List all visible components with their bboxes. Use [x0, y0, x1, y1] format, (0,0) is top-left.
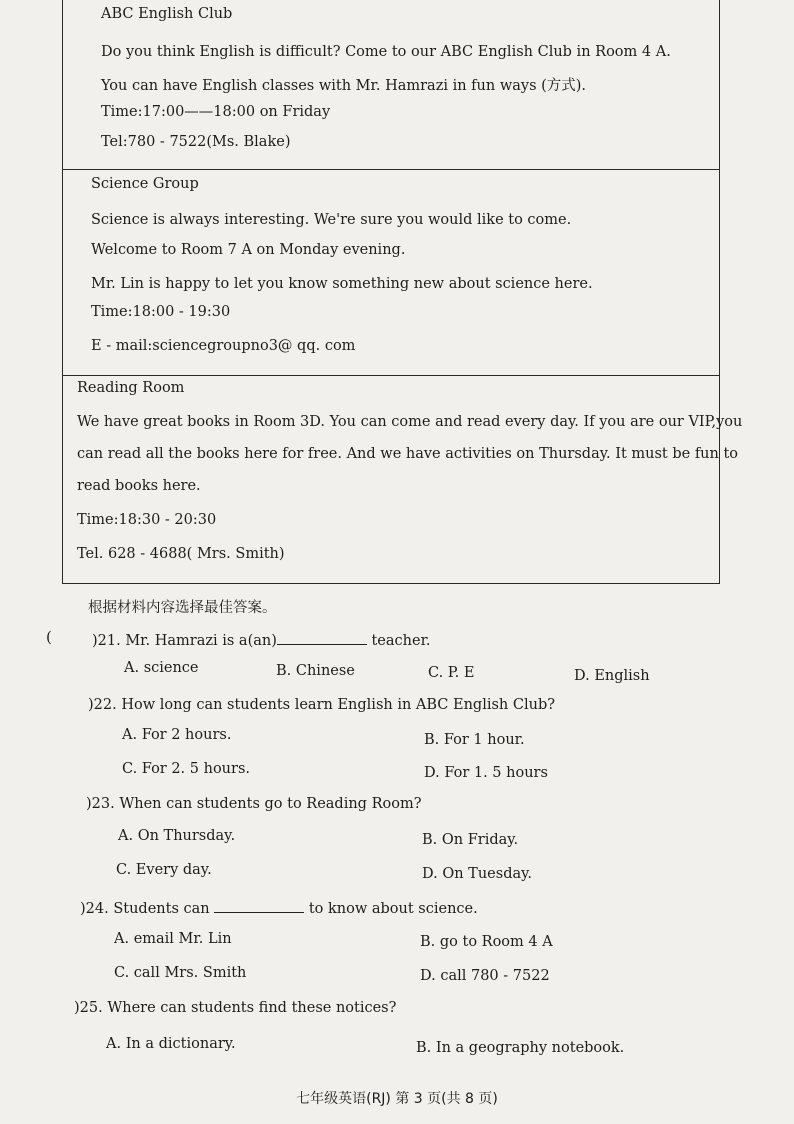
notice-line: We have great books in Room 3D. You can come and read every day. If you are our VIP,you [77, 414, 743, 430]
notice-abc-english-club [63, 0, 719, 170]
notices-table [62, 0, 743, 584]
option-b[interactable]: B. Chinese [276, 663, 355, 679]
question-stem: )21. Mr. Hamrazi is a(an) [92, 633, 277, 649]
option-d[interactable]: D. On Tuesday. [422, 866, 532, 882]
answer-paren: ( [46, 628, 52, 646]
notice-reading-room [63, 375, 743, 583]
notice-line: can read all the books here for free. And we have activities on Thursday. It must be fun to [77, 446, 739, 462]
notice-line: Time:17:00——18:00 on Friday [101, 104, 331, 120]
notice-line: Time:18:30 - 20:30 [77, 512, 217, 528]
question-stem-end: to know about science. [304, 901, 478, 917]
option-a[interactable]: A. science [124, 660, 199, 676]
notice-science-group [63, 169, 719, 376]
question-21 [92, 630, 431, 649]
option-b[interactable]: B. On Friday. [422, 832, 519, 848]
notice-line: Time:18:00 - 19:30 [91, 304, 231, 320]
option-c[interactable]: C. P. E [428, 665, 475, 681]
answer-blank[interactable] [277, 630, 367, 645]
option-a[interactable]: A. For 2 hours. [122, 727, 232, 743]
notice-line: Do you think English is difficult? Come to our ABC English Club in Room 4 A. [101, 44, 671, 60]
section-instructions: 根据材料内容选择最佳答案。 [88, 600, 277, 616]
notice-line: read books here. [77, 478, 201, 494]
option-a[interactable]: A. email Mr. Lin [114, 931, 232, 947]
question-24 [80, 898, 478, 917]
question-stem-end: teacher. [366, 633, 431, 649]
option-a[interactable]: A. On Thursday. [118, 828, 236, 844]
notice-line: You can have English classes with Mr. Hamrazi in fun ways (方式). [101, 78, 587, 94]
option-a[interactable]: A. In a dictionary. [106, 1036, 236, 1052]
option-c[interactable]: C. Every day. [116, 862, 212, 878]
option-d[interactable]: D. For 1. 5 hours [424, 765, 548, 781]
option-b[interactable]: B. In a geography notebook. [416, 1040, 625, 1056]
question-25: )25. Where can students find these notices? [74, 1000, 397, 1016]
option-d[interactable]: D. English [574, 668, 650, 684]
option-c[interactable]: C. For 2. 5 hours. [122, 761, 251, 777]
notice-line: Science is always interesting. We're sure you would like to come. [91, 212, 572, 228]
notice-title: Science Group [91, 176, 199, 192]
option-b[interactable]: B. go to Room 4 A [420, 934, 553, 950]
notice-title: ABC English Club [101, 6, 233, 22]
page-footer: 七年级英语(RJ) 第 3 页(共 8 页) [296, 1091, 498, 1107]
option-d[interactable]: D. call 780 - 7522 [420, 968, 550, 984]
notice-title: Reading Room [77, 380, 185, 396]
question-stem: )24. Students can [80, 901, 210, 917]
question-22: )22. How long can students learn English in ABC English Club? [88, 697, 556, 713]
option-c[interactable]: C. call Mrs. Smith [114, 965, 247, 981]
answer-blank[interactable] [214, 898, 304, 913]
notice-line: Tel:780 - 7522(Ms. Blake) [101, 134, 291, 150]
notice-line: Mr. Lin is happy to let you know something new about science here. [91, 276, 593, 292]
notice-line: Welcome to Room 7 A on Monday evening. [91, 242, 406, 258]
question-23: )23. When can students go to Reading Room? [86, 796, 422, 812]
notice-line: Tel. 628 - 4688( Mrs. Smith) [77, 546, 285, 562]
option-b[interactable]: B. For 1 hour. [424, 732, 525, 748]
notice-line: E - mail:sciencegroupno3@ qq. com [91, 338, 356, 354]
